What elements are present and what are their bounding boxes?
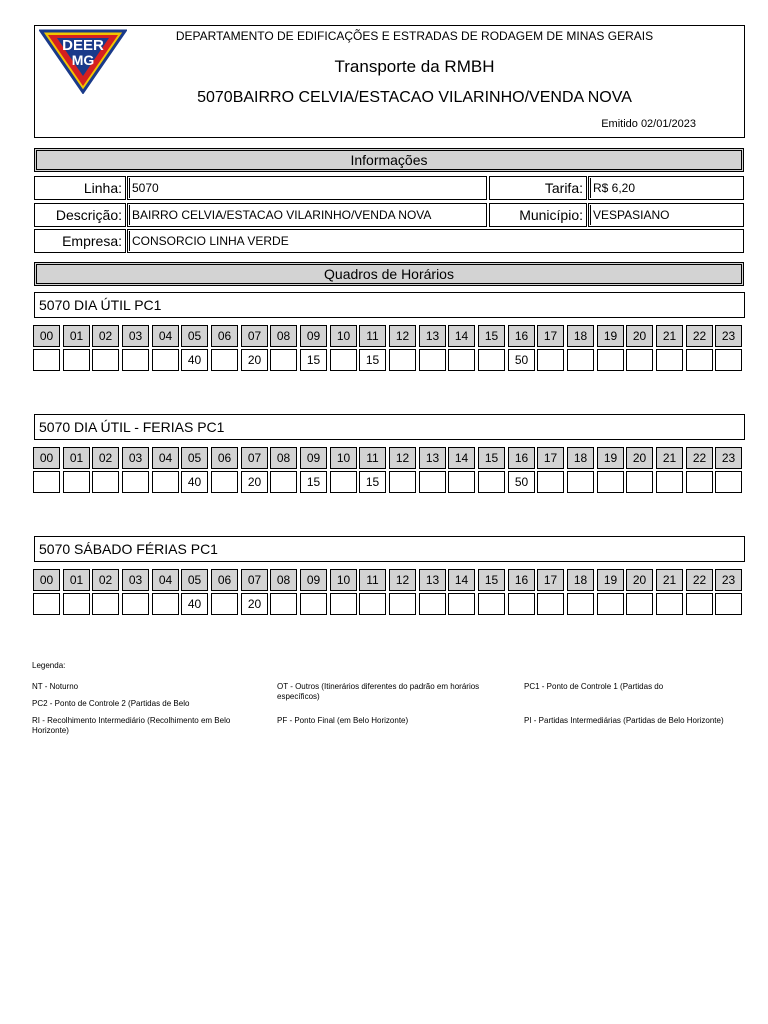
hour-header-cell: 03 [122,447,149,469]
minute-cell [33,349,60,371]
hour-header-cell: 05 [181,569,208,591]
minute-cell [715,349,742,371]
hour-header-cell: 04 [152,325,179,347]
hour-header-cell: 21 [656,569,683,591]
hour-header-cell: 15 [478,325,505,347]
minute-cell [537,593,564,615]
minute-cell [330,349,357,371]
hour-header-cell: 04 [152,447,179,469]
minute-cell [626,593,653,615]
minute-cell [270,593,297,615]
minute-cell [330,593,357,615]
hour-header-cell: 08 [270,325,297,347]
hour-header-cell: 17 [537,325,564,347]
logo-text-top: DEER [62,37,104,54]
legend-ot: OT - Outros (Itinerários diferentes do padrão em horários específicos) [277,682,480,701]
schedule-title: 5070 DIA ÚTIL - FERIAS PC1 [34,414,745,440]
hour-header-cell: 13 [419,569,446,591]
municipio-label: Município: [489,203,587,227]
minute-cell [478,593,505,615]
minute-cell [92,471,119,493]
minute-cell: 20 [241,593,268,615]
linha-value: 5070 [127,176,487,200]
legend-pc2: PC2 - Ponto de Controle 2 (Partidas de Belo [32,699,190,708]
route-title: 5070BAIRRO CELVIA/ESTACAO VILARINHO/VENDA NOVA [197,89,632,106]
minute-cell [92,593,119,615]
minute-cell [715,471,742,493]
minute-cell [211,471,238,493]
minute-cell [211,593,238,615]
minute-cell [656,349,683,371]
minute-cell [63,471,90,493]
minute-cell: 40 [181,471,208,493]
minute-cell [33,593,60,615]
hour-header-cell: 06 [211,569,238,591]
hour-header-cell: 16 [508,569,535,591]
legend-pc1: PC1 - Ponto de Controle 1 (Partidas do [524,682,664,691]
minute-cell [33,471,60,493]
hour-header-cell: 15 [478,569,505,591]
hour-header-cell: 07 [241,325,268,347]
minute-cell: 15 [359,471,386,493]
minute-cell: 15 [300,471,327,493]
hour-header-cell: 18 [567,325,594,347]
schedules-section-title: Quadros de Horários [34,262,744,286]
hour-header-cell: 02 [92,325,119,347]
minute-cell [92,349,119,371]
hour-header-cell: 09 [300,325,327,347]
empresa-label: Empresa: [34,229,126,253]
minute-cell: 20 [241,349,268,371]
hour-header-cell: 14 [448,447,475,469]
minute-cell [626,349,653,371]
linha-label: Linha: [34,176,126,200]
minute-cell [626,471,653,493]
hour-header-cell: 16 [508,325,535,347]
minute-cell [270,349,297,371]
hour-header-cell: 15 [478,447,505,469]
hour-header-cell: 20 [626,447,653,469]
hour-header-cell: 05 [181,325,208,347]
minute-cell [537,471,564,493]
hour-header-cell: 08 [270,569,297,591]
tarifa-label: Tarifa: [489,176,587,200]
hour-header-cell: 17 [537,447,564,469]
minute-cell [597,593,624,615]
minute-cell [389,349,416,371]
hour-header-cell: 10 [330,325,357,347]
minute-cell [122,349,149,371]
minute-cell [359,593,386,615]
minute-cell [478,471,505,493]
minute-cell [448,471,475,493]
minute-cell [389,593,416,615]
minute-cell: 40 [181,349,208,371]
minute-cell [597,349,624,371]
hour-header-cell: 11 [359,569,386,591]
hour-header-cell: 19 [597,447,624,469]
hour-header-cell: 12 [389,447,416,469]
minute-cell [270,471,297,493]
minute-cell [419,471,446,493]
minute-cell: 20 [241,471,268,493]
minute-cell [152,471,179,493]
minute-cell [389,471,416,493]
descricao-value: BAIRRO CELVIA/ESTACAO VILARINHO/VENDA NOVA [127,203,487,227]
hour-header-cell: 07 [241,447,268,469]
hour-header-cell: 22 [686,325,713,347]
hour-header-cell: 13 [419,325,446,347]
empresa-value: CONSORCIO LINHA VERDE [127,229,744,253]
hour-header-cell: 07 [241,569,268,591]
hour-header-cell: 22 [686,569,713,591]
legend-pi: PI - Partidas Intermediárias (Partidas de Belo Horizonte) [524,716,724,725]
hour-header-cell: 10 [330,447,357,469]
hour-header-cell: 06 [211,447,238,469]
document-header [34,25,745,138]
hour-header-cell: 12 [389,569,416,591]
minute-cell [686,593,713,615]
minute-cell [537,349,564,371]
minute-cell [686,471,713,493]
page-title: Transporte da RMBH [334,57,495,76]
tarifa-value: R$ 6,20 [588,176,744,200]
minute-cell [63,349,90,371]
hour-header-cell: 00 [33,569,60,591]
hour-header-cell: 08 [270,447,297,469]
minute-cell [567,349,594,371]
minute-cell [567,593,594,615]
hour-header-cell: 14 [448,325,475,347]
hour-header-cell: 20 [626,569,653,591]
hour-header-cell: 18 [567,447,594,469]
hour-header-cell: 23 [715,447,742,469]
hour-header-cell: 09 [300,447,327,469]
hour-header-cell: 05 [181,447,208,469]
minute-cell [419,593,446,615]
hour-header-cell: 14 [448,569,475,591]
minute-cell [330,471,357,493]
hour-header-cell: 02 [92,447,119,469]
schedule-title: 5070 DIA ÚTIL PC1 [34,292,745,318]
hour-header-cell: 23 [715,325,742,347]
minute-cell [508,593,535,615]
hour-header-cell: 20 [626,325,653,347]
hour-header-cell: 21 [656,325,683,347]
minute-cell [715,593,742,615]
emission-date: Emitido 02/01/2023 [601,118,696,130]
legend-title: Legenda: [32,661,66,670]
hour-header-cell: 02 [92,569,119,591]
hour-header-cell: 11 [359,447,386,469]
hour-header-cell: 01 [63,569,90,591]
logo-text-bottom: MG [71,52,95,68]
minute-cell [448,593,475,615]
minute-cell [152,349,179,371]
descricao-label: Descrição: [34,203,126,227]
minute-cell: 15 [359,349,386,371]
minute-cell [122,593,149,615]
department-name: DEPARTAMENTO DE EDIFICAÇÕES E ESTRADAS DE RODAGEM DE MINAS GERAIS [175,29,654,43]
minute-cell [686,349,713,371]
hour-header-cell: 11 [359,325,386,347]
hour-header-cell: 10 [330,569,357,591]
hour-header-cell: 12 [389,325,416,347]
minute-cell: 50 [508,471,535,493]
schedule-title: 5070 SÁBADO FÉRIAS PC1 [34,536,745,562]
hour-header-cell: 03 [122,569,149,591]
minute-cell [597,471,624,493]
hour-header-cell: 03 [122,325,149,347]
hour-header-cell: 16 [508,447,535,469]
legend-nt: NT - Noturno [32,682,79,691]
minute-cell: 50 [508,349,535,371]
minute-cell [419,349,446,371]
hour-header-cell: 13 [419,447,446,469]
hour-header-cell: 19 [597,325,624,347]
municipio-value: VESPASIANO [588,203,744,227]
info-section-title: Informações [34,148,744,172]
minute-cell [63,593,90,615]
hour-header-cell: 06 [211,325,238,347]
hour-header-cell: 19 [597,569,624,591]
minute-cell [152,593,179,615]
hour-header-cell: 09 [300,569,327,591]
legend-ri: RI - Recolhimento Intermediário (Recolhimento em Belo Horizonte) [32,716,231,735]
hour-header-cell: 00 [33,447,60,469]
hour-header-cell: 23 [715,569,742,591]
minute-cell [211,349,238,371]
minute-cell [122,471,149,493]
hour-header-cell: 01 [63,447,90,469]
legend-pf: PF - Ponto Final (em Belo Horizonte) [277,716,409,725]
minute-cell [567,471,594,493]
minute-cell [656,471,683,493]
hour-header-cell: 00 [33,325,60,347]
hour-header-cell: 01 [63,325,90,347]
minute-cell: 40 [181,593,208,615]
minute-cell [300,593,327,615]
hour-header-cell: 18 [567,569,594,591]
minute-cell [448,349,475,371]
minute-cell [656,593,683,615]
hour-header-cell: 22 [686,447,713,469]
hour-header-cell: 21 [656,447,683,469]
hour-header-cell: 04 [152,569,179,591]
minute-cell: 15 [300,349,327,371]
hour-header-cell: 17 [537,569,564,591]
minute-cell [478,349,505,371]
